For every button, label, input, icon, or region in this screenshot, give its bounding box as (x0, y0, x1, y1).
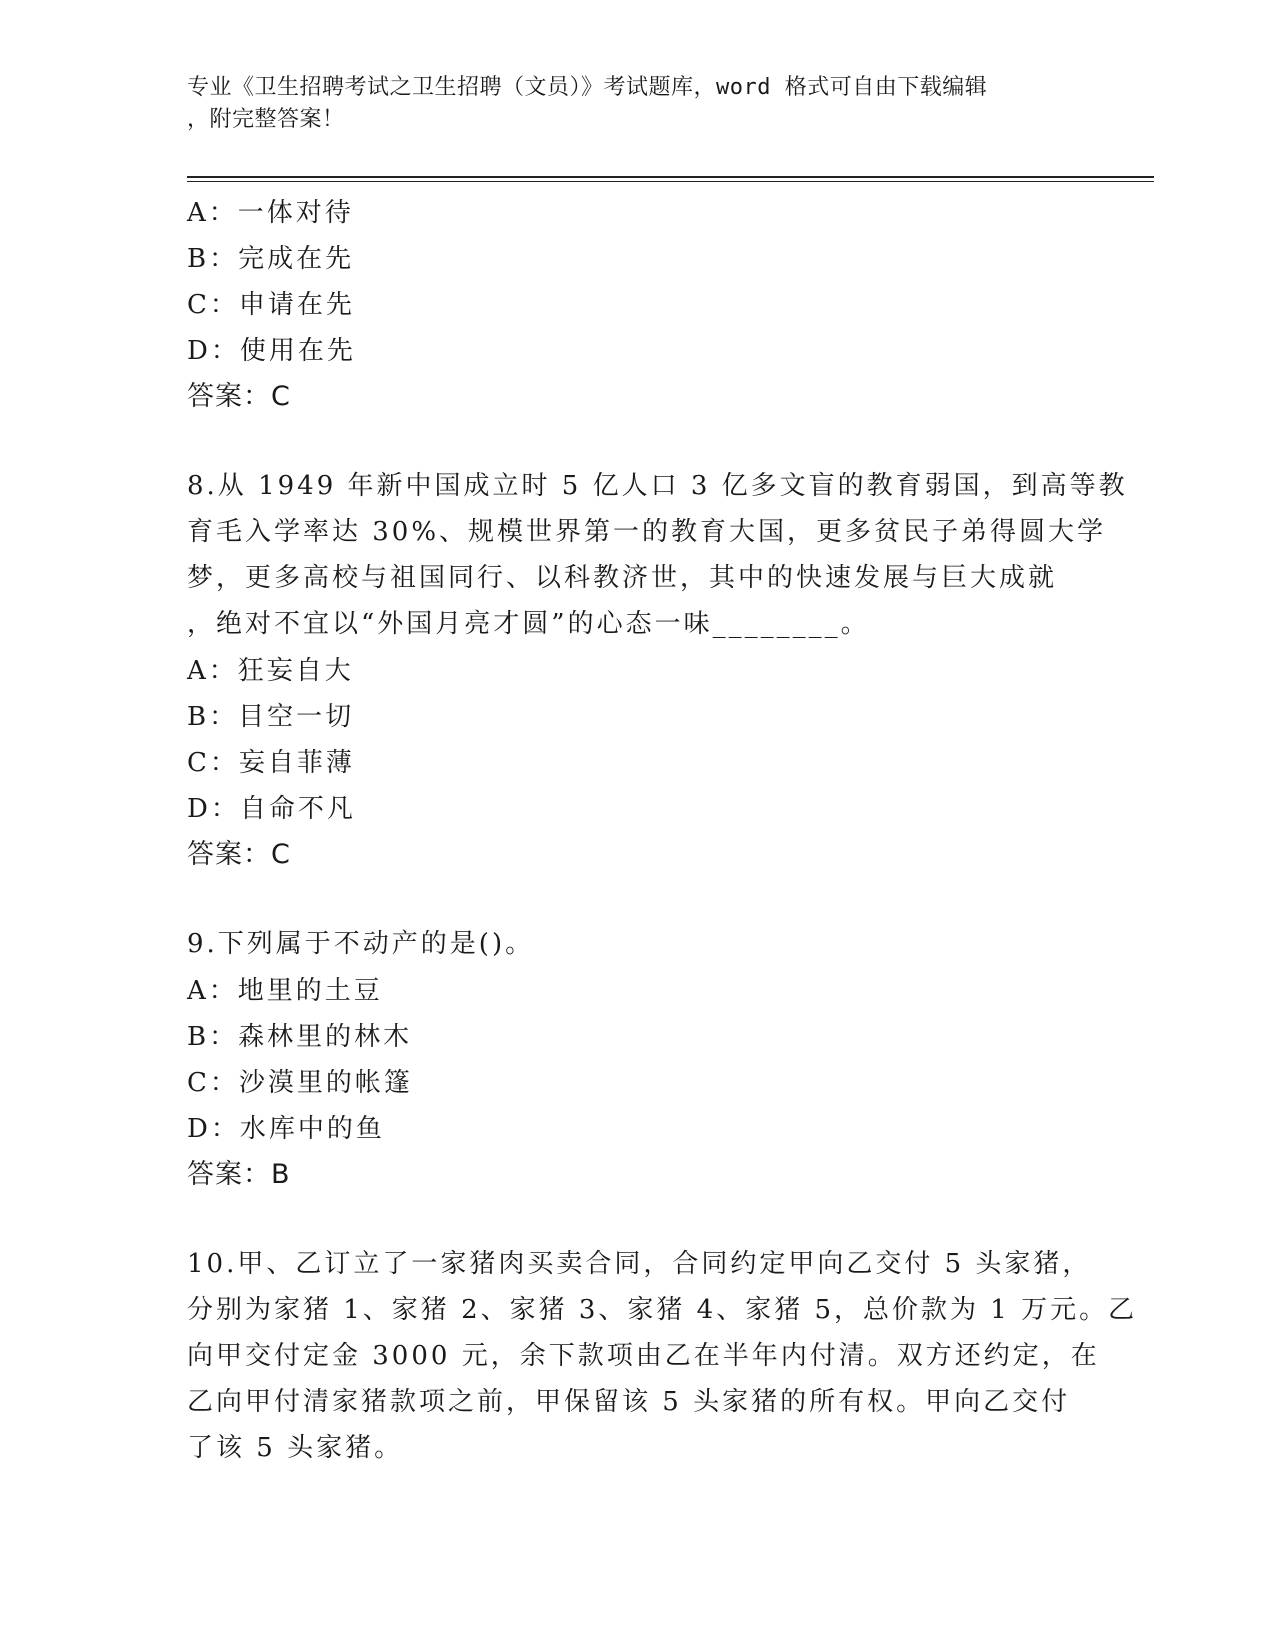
question-list (187, 190, 1138, 1472)
option-a: A：地里的土豆 (187, 976, 383, 1006)
option-a: A：一体对待 (187, 198, 354, 228)
option-b: B：目空一切 (187, 702, 355, 732)
header-line-2: ，附完整答案！ (187, 107, 345, 132)
option-d: D：使用在先 (187, 336, 356, 366)
question-9 (187, 922, 1087, 1198)
option-c: C：申请在先 (187, 290, 355, 320)
option-a: A：狂妄自大 (187, 656, 354, 686)
option-b: B：完成在先 (187, 244, 355, 274)
question-text-line: ，绝对不宜以“外国月亮才圆”的心态一味________。 (187, 609, 870, 639)
option-b: B：森林里的林木 (187, 1022, 413, 1052)
option-c: C：妄自菲薄 (187, 748, 355, 778)
header-line-1: 专业《卫生招聘考试之卫生招聘（文员）》考试题库，word 格式可自由下载编辑 (187, 75, 988, 100)
answer: 答案：B (187, 1159, 291, 1190)
header-divider (187, 176, 1154, 182)
question-7 (187, 190, 1087, 420)
question-text-line: 10.甲、乙订立了一家猪肉买卖合同，合同约定甲向乙交付 5 头家猪， (187, 1249, 1092, 1279)
question-text-line: 了该 5 头家猪。 (187, 1433, 404, 1463)
option-d: D：自命不凡 (187, 794, 356, 824)
question-text-line: 梦，更多高校与祖国同行、以科教济世，其中的快速发展与巨大成就 (187, 563, 1058, 593)
question-text-line: 向甲交付定金 3000 元，余下款项由乙在半年内付清。双方还约定，在 (187, 1341, 1100, 1371)
page-header (187, 72, 1067, 136)
question-text-line: 乙向甲付清家猪款项之前，甲保留该 5 头家猪的所有权。甲向乙交付 (187, 1387, 1071, 1417)
question-text-line: 育毛入学率达 30%、规模世界第一的教育大国，更多贫民子弟得圆大学 (187, 517, 1107, 547)
question-8 (187, 464, 1128, 878)
question-text-line: 8.从 1949 年新中国成立时 5 亿人口 3 亿多文盲的教育弱国，到高等教 (187, 471, 1128, 501)
question-text-line: 9.下列属于不动产的是()。 (187, 929, 535, 959)
option-c: C：沙漠里的帐篷 (187, 1068, 413, 1098)
answer: 答案：C (187, 839, 291, 870)
question-10 (187, 1242, 1138, 1472)
option-d: D：水库中的鱼 (187, 1114, 385, 1144)
answer: 答案：C (187, 381, 291, 412)
question-text-line: 分别为家猪 1、家猪 2、家猪 3、家猪 4、家猪 5，总价款为 1 万元。乙 (187, 1295, 1138, 1325)
